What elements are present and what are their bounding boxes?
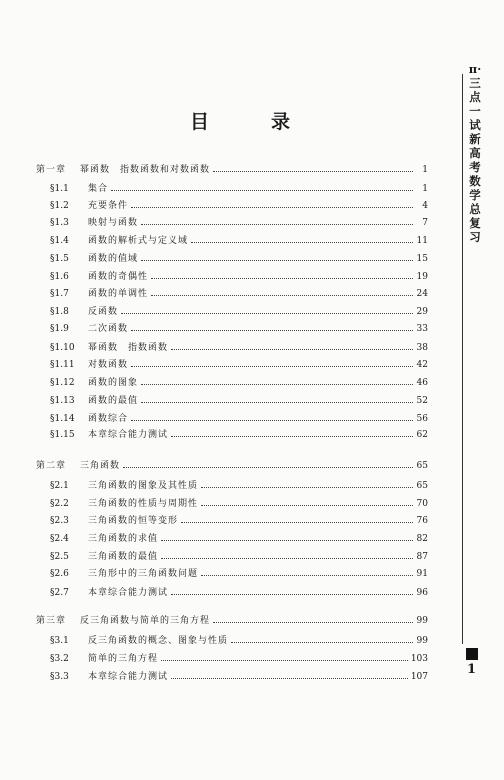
dot-leader (161, 530, 413, 541)
section-title: 函数的解析式与定义域 (88, 236, 189, 246)
chapter-title: 三角函数 (80, 461, 121, 471)
toc-section-row (50, 495, 428, 511)
page-ref: 99 (416, 636, 428, 646)
section-title: 本章综合能力测试 (88, 588, 169, 598)
section-number: §1.11 (50, 360, 75, 370)
section-title: 函数的图象 (88, 378, 139, 388)
section-title: 三角函数的图象及其性质 (88, 481, 199, 491)
section-number: §1.5 (50, 254, 69, 264)
section-title: 幂函数 指数函数 (88, 343, 169, 353)
toc-section-row (50, 565, 428, 581)
page-ref: 29 (416, 307, 428, 317)
dot-leader (181, 512, 413, 523)
section-number: §2.5 (50, 552, 69, 562)
toc-chapter-row (36, 457, 428, 473)
dot-leader (171, 339, 413, 350)
section-title: 三角函数的性质与周期性 (88, 499, 199, 509)
section-number: §2.2 (50, 499, 69, 509)
dot-leader (141, 214, 413, 225)
page-ref: 99 (416, 616, 428, 626)
section-title: 本章综合能力测试 (88, 430, 169, 440)
dot-leader (171, 584, 413, 595)
page-ref: 65 (416, 481, 428, 491)
page-ref: 11 (416, 236, 428, 246)
spine-rule (462, 74, 463, 644)
section-number: §1.13 (50, 396, 75, 406)
section-number: §1.14 (50, 414, 75, 424)
dot-leader (123, 457, 413, 468)
page-marker-square (466, 648, 478, 660)
toc-section-row (50, 356, 428, 372)
section-number: §1.3 (50, 218, 69, 228)
page-ref: 96 (416, 588, 428, 598)
page-ref: 46 (416, 378, 428, 388)
chapter-title: 反三角函数与简单的三角方程 (80, 616, 211, 626)
dot-leader (161, 548, 413, 559)
section-number: §1.4 (50, 236, 69, 246)
section-title: 函数的最值 (88, 396, 139, 406)
dot-leader (141, 374, 413, 385)
section-number: §1.6 (50, 272, 69, 282)
page-ref: 38 (416, 343, 428, 353)
section-number: §2.3 (50, 516, 69, 526)
toc-section-row (50, 303, 428, 319)
dot-leader (213, 612, 413, 623)
page-ref: 70 (416, 499, 428, 509)
toc-section-row (50, 426, 428, 442)
toc-section-row (50, 477, 428, 493)
chapter-number: 第一章 (36, 165, 67, 175)
toc-section-row (50, 632, 428, 648)
dot-leader (201, 477, 413, 488)
section-number: §2.6 (50, 569, 69, 579)
section-title: 三角函数的求值 (88, 534, 159, 544)
toc-section-row (50, 214, 428, 230)
toc-section-row (50, 285, 428, 301)
toc-section-row (50, 548, 428, 564)
toc-section-row (50, 650, 428, 666)
spine (444, 0, 504, 780)
toc-section-row (50, 392, 428, 408)
dot-leader (131, 320, 413, 331)
page-ref: 76 (416, 516, 428, 526)
page-ref: 19 (416, 272, 428, 282)
page-ref: 87 (416, 552, 428, 562)
section-title: 集合 (88, 184, 109, 194)
dot-leader (231, 632, 413, 643)
toc-section-row (50, 232, 428, 248)
page-ref: 24 (416, 289, 428, 299)
toc-section-row (50, 339, 428, 355)
chapter-number: 第二章 (36, 461, 67, 471)
dot-leader (201, 565, 413, 576)
dot-leader (151, 285, 413, 296)
dot-leader (121, 303, 413, 314)
dot-leader (141, 250, 413, 261)
page-ref: 1 (422, 184, 428, 194)
page-ref: 62 (416, 430, 428, 440)
page-ref: 42 (416, 360, 428, 370)
dot-leader (131, 356, 413, 367)
section-number: §2.7 (50, 588, 69, 598)
section-title: 函数综合 (88, 414, 129, 424)
section-title: 充要条件 (88, 201, 129, 211)
dot-leader (111, 180, 413, 191)
section-title: 映射与函数 (88, 218, 139, 228)
toc-section-row (50, 268, 428, 284)
chapter-title: 幂函数 指数函数和对数函数 (80, 165, 211, 175)
section-title: 函数的奇偶性 (88, 272, 149, 282)
dot-leader (213, 161, 413, 172)
page-ref: 7 (422, 218, 428, 228)
section-number: §3.1 (50, 636, 69, 646)
dot-leader (201, 495, 413, 506)
dot-leader (141, 392, 413, 403)
section-number: §1.15 (50, 430, 75, 440)
section-number: §2.4 (50, 534, 69, 544)
section-title: 本章综合能力测试 (88, 672, 169, 682)
toc-section-row (50, 512, 428, 528)
section-title: 三角函数的恒等变形 (88, 516, 179, 526)
page-ref: 4 (422, 201, 428, 211)
toc-chapter-row (36, 612, 428, 628)
toc-section-row (50, 584, 428, 600)
dot-leader (171, 426, 413, 437)
section-number: §1.12 (50, 378, 75, 388)
section-title: 简单的三角方程 (88, 654, 159, 664)
page-title (190, 107, 290, 134)
toc-section-row (50, 180, 428, 196)
section-number: §1.7 (50, 289, 69, 299)
page-ref: 52 (416, 396, 428, 406)
page-ref: 65 (416, 461, 428, 471)
section-number: §1.2 (50, 201, 69, 211)
toc-section-row (50, 197, 428, 213)
toc-section-row (50, 530, 428, 546)
section-title: 三角形中的三角函数问题 (88, 569, 199, 579)
toc-section-row (50, 250, 428, 266)
page-ref: 91 (416, 569, 428, 579)
section-number: §1.10 (50, 343, 75, 353)
section-number: §3.2 (50, 654, 69, 664)
dot-leader (131, 197, 413, 208)
section-title: 对数函数 (88, 360, 129, 370)
section-number: §1.8 (50, 307, 69, 317)
section-title: 函数的值域 (88, 254, 139, 264)
page-ref: 56 (416, 414, 428, 424)
section-title: 函数的单调性 (88, 289, 149, 299)
dot-leader (151, 268, 413, 279)
section-number: §1.9 (50, 324, 69, 334)
book-title: π·三点一试新高考数学总复习 (468, 62, 482, 244)
section-title: 反三角函数的概念、图象与性质 (88, 636, 229, 646)
section-title: 二次函数 (88, 324, 129, 334)
section-number: §3.3 (50, 672, 69, 682)
section-number: §1.1 (50, 184, 69, 194)
page-ref: 33 (416, 324, 428, 334)
page-ref: 107 (410, 672, 428, 682)
page-ref: 103 (410, 654, 428, 664)
page-ref: 1 (422, 165, 428, 175)
page-number: 1 (467, 662, 477, 677)
dot-leader (131, 410, 413, 421)
page-title-char-1: 目 (190, 111, 210, 133)
section-title: 三角函数的最值 (88, 552, 159, 562)
toc-section-row (50, 320, 428, 336)
toc-chapter-row (36, 161, 428, 177)
page-title-char-2: 录 (270, 111, 290, 133)
page-ref: 15 (416, 254, 428, 264)
page-ref: 82 (416, 534, 428, 544)
chapter-number: 第三章 (36, 616, 67, 626)
dot-leader (171, 668, 408, 679)
dot-leader (191, 232, 413, 243)
toc-section-row (50, 374, 428, 390)
section-number: §2.1 (50, 481, 69, 491)
toc-section-row (50, 668, 428, 684)
section-title: 反函数 (88, 307, 119, 317)
dot-leader (161, 650, 408, 661)
toc-section-row (50, 410, 428, 426)
